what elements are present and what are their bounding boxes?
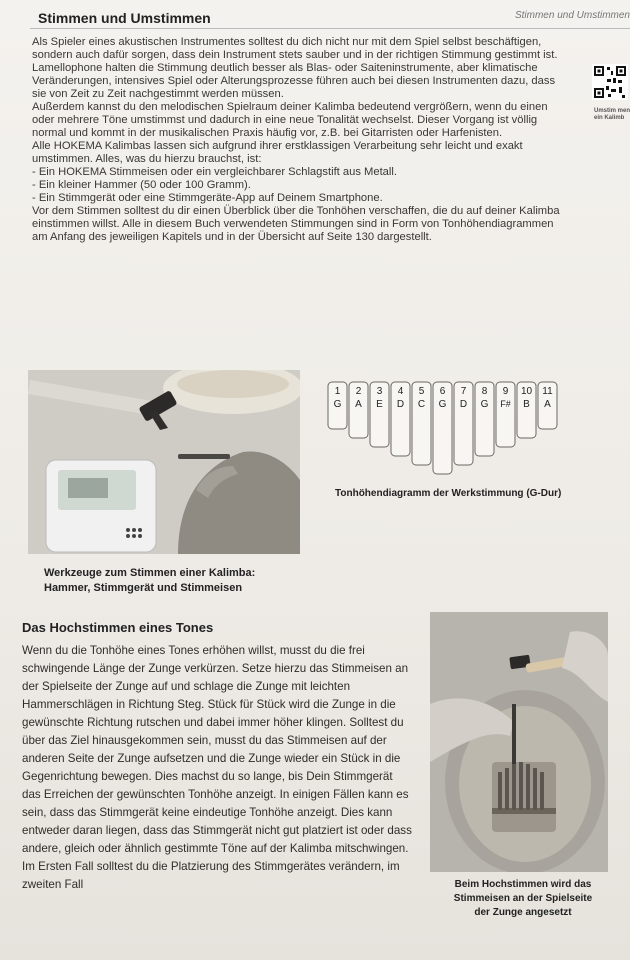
section-title: Stimmen und Umstimmen <box>38 10 211 26</box>
tine-6 <box>433 382 452 474</box>
tool-list-item: - Ein Stimmgerät oder eine Stimmgeräte-App auf Deinem Smartphone. <box>32 192 383 204</box>
subsection-title: Das Hochstimmen eines Tones <box>22 620 214 635</box>
tine-9 <box>496 382 515 447</box>
tuning-photo <box>430 612 608 872</box>
intro-paragraph: Außerdem kannst du den melodischen Spielraum deiner Kalimba bedeutend vergrößern, wenn du einen oder mehrere Töne umstimmst und dadurch in eine neue Tonalität wechselst. Dieser Vorgang ist völlig normal und kommt in der musikalischen Praxis häufig vor, z.B. bei Gitarristen oder Harfenisten. <box>32 101 548 139</box>
tine-2 <box>349 382 368 438</box>
tuning-caption-line: Stimmeisen an der Spielseite <box>453 893 593 904</box>
tuning-caption-line: Beim Hochstimmen wird das <box>454 879 592 890</box>
tine-note: A <box>544 399 551 410</box>
tool-list-item: - Ein kleiner Hammer (50 oder 100 Gramm). <box>32 179 251 191</box>
tools-photo <box>28 370 300 554</box>
tine-note: E <box>376 399 383 410</box>
tine-11 <box>538 382 557 429</box>
tine-3 <box>370 382 389 447</box>
tine-4 <box>391 382 410 456</box>
running-head: Stimmen und Umstimmen <box>514 10 630 21</box>
tools-caption-line: Werkzeuge zum Stimmen einer Kalimba: <box>44 567 256 579</box>
intro-paragraph: Vor dem Stimmen solltest du dir einen Überblick über die Tonhöhen verschaffen, die du auf deiner Kalimba einstimmen willst. Alle in diesem Buch verwendeten Stimmungen sind in Form von Tonhöhendiagrammen am Anfang des jeweiligen Kapitels und in der Übersicht auf Seite 130 dargestellt. <box>32 205 560 243</box>
tine-note: F# <box>500 399 511 409</box>
tine-note: D <box>396 399 405 410</box>
tuning-caption-line: der Zunge angesetzt <box>474 907 572 918</box>
tine-note: D <box>459 399 468 410</box>
tine-note: A <box>355 399 362 410</box>
tine-number: 4 <box>397 386 404 397</box>
tine-note: G <box>480 399 489 410</box>
qr-caption: Umstim men ein Kalimb <box>594 108 630 121</box>
tine-number: 9 <box>502 386 509 397</box>
tuning-caption <box>438 878 608 920</box>
tine-note: G <box>333 399 342 410</box>
pitch-diagram-caption: Tonhöhendiagramm der Werkstimmung (G-Dur) <box>335 488 562 499</box>
tools-caption-line: Hammer, Stimmgerät und Stimmeisen <box>44 582 243 594</box>
tine-number: 1 <box>334 386 341 397</box>
intro-paragraph: Alle HOKEMA Kalimbas lassen sich aufgrund ihrer erstklassigen Verarbeitung sehr leicht und exakt umstimmen. Alles, was du hierzu brauchst, ist: <box>32 140 523 165</box>
pitch-diagram <box>320 378 600 478</box>
intro-text <box>32 36 572 244</box>
tool-list-item: - Ein HOKEMA Stimmeisen oder ein vergleichbarer Schlagstift aus Metall. <box>32 166 397 178</box>
tine-note: C <box>417 399 426 410</box>
tine-number: 11 <box>542 386 553 397</box>
qr-code-icon[interactable] <box>592 64 628 100</box>
tine-10 <box>517 382 536 438</box>
tine-number: 10 <box>520 386 533 397</box>
tine-5 <box>412 382 431 465</box>
tine-number: 2 <box>355 386 362 397</box>
header-rule <box>30 28 630 29</box>
tine-number: 3 <box>376 386 383 397</box>
tine-number: 7 <box>460 386 467 397</box>
tine-note: G <box>438 399 447 410</box>
subsection-body: Wenn du die Tonhöhe eines Tones erhöhen willst, musst du die frei schwingende Länge der Zunge verkürzen. Setze hierzu das Stimmeisen an der Spielseite der Zunge auf und schlage die Zunge mit leichten Hammerschlägen in Richtung Steg. Stück für Stück wird die Zunge in die gewünschte Richtung rutschen und dabei immer höher klingen. Solltest du über das Ziel hinausgekommen sein, musst du das Stimmeisen auf der anderen Seite der Zunge aufsetzen und die Zunge wieder ein Stück in die Gegenrichtung bewegen. Dies machst du so lange, bis Dein Stimmgerät das Erreichen der gewünschten Tonhöhe anzeigt. In einigen Fällen kann es sein, dass das Stimmgerät keine eindeutige Tonhöhe anzeigt. Dies kann entweder daran liegen, dass das Stimmgerät nicht gut platziert ist oder dass andere, gleich oder ähnlich gestimmte Töne auf der Kalimba mitschwingen. Im Ersten Fall solltest du die Platzierung des Stimmgerätes verändern, im zweiten Fall <box>22 644 412 891</box>
tools-caption <box>44 566 304 596</box>
tine-1 <box>328 382 347 429</box>
tine-note: B <box>523 399 530 410</box>
tine-8 <box>475 382 494 456</box>
tine-number: 5 <box>418 386 425 397</box>
tine-number: 8 <box>481 386 488 397</box>
tine-7 <box>454 382 473 465</box>
intro-paragraph: Als Spieler eines akustischen Instrumentes solltest du dich nicht nur mit dem Spiel selbst beschäftigen, sondern auch dafür sorgen, dass dein Instrument stets sauber und in der richtigen Stimmung gestimmt ist. Lamellophone halten die Stimmung deutlich besser als Blas- oder Saiteninstrumente, aber klimatische Veränderungen, intensives Spiel oder Alterungsprozesse führen auch bei diesen Instrumenten dazu, dass sie von Zeit zu Zeit nachgestimmt werden müssen. <box>32 36 558 100</box>
tine-number: 6 <box>439 386 446 397</box>
